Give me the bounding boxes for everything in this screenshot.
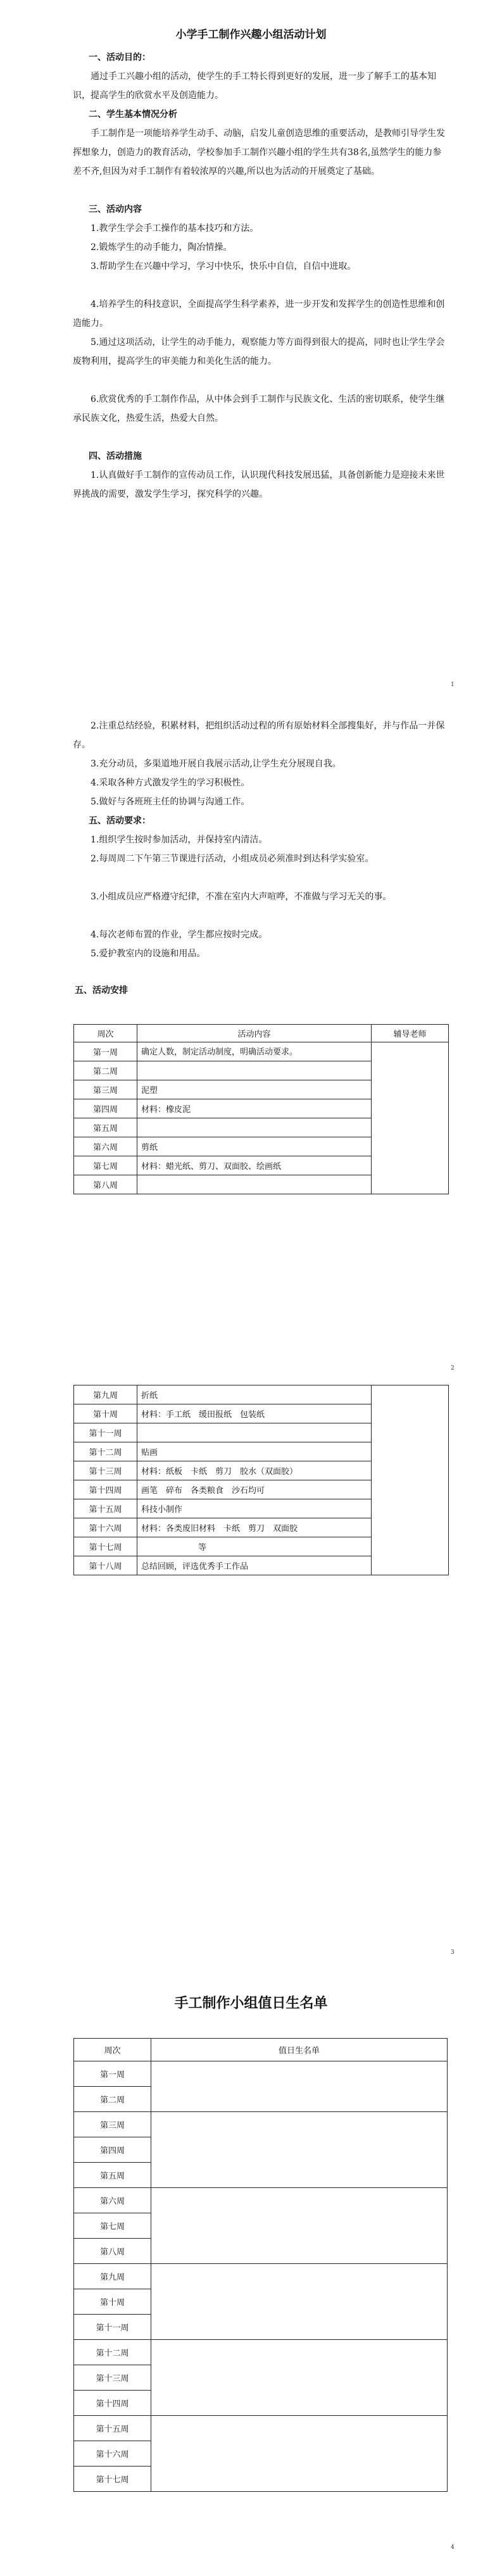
content-cell: 总结回顾，评选优秀手工作品	[137, 1556, 372, 1575]
requirement-item: 4.每次老师布置的作业，学生都应按时完成。	[91, 930, 268, 940]
measures-item: 4.采取各种方式激发学生的学习积极性。	[91, 778, 250, 788]
table-row	[74, 2061, 448, 2087]
content-cell: 材料：各类废旧材料 卡纸 剪刀 双面胶	[137, 1518, 372, 1537]
table-row	[74, 2188, 448, 2213]
duty-names-cell	[151, 2264, 448, 2340]
page-1	[0, 0, 502, 709]
measures-item: 2.注重总结经验，积累材料，把组织活动过程的所有原始材料全部搜集好，并与作品一并保存。	[73, 721, 445, 750]
content-cell: 折纸	[137, 1385, 372, 1404]
content-cell	[137, 1423, 372, 1442]
content-cell: 画笔 碎布 各类粮食 沙石均可	[137, 1480, 372, 1499]
header-week: 周次	[74, 2039, 151, 2061]
requirement-item: 3.小组成员应严格遵守纪律，不准在室内大声喧哗，不准做与学习无关的事。	[91, 892, 392, 902]
table-row	[74, 2416, 448, 2441]
measures-item: 5.做好与各班班主任的协调与沟通工作。	[91, 797, 250, 807]
content-cell	[137, 1175, 372, 1194]
duty-roster-title: 手工制作小组值日生名单	[174, 1995, 328, 2011]
section-heading-schedule: 五、活动安排	[75, 985, 128, 996]
table-row	[74, 2264, 448, 2289]
requirement-item: 5.爱护教室内的设施和用品。	[91, 949, 206, 959]
content-item: 5.通过这项活动，让学生的动手能力，观察能力等方面得到很大的提高，同时也让学生学会废物利用，提高学生的审美能力和美化生活的能力。	[73, 337, 445, 366]
section-heading-students: 二、学生基本情况分析	[89, 109, 177, 120]
week-cell: 第十四周	[74, 1480, 137, 1499]
week-cell: 第二周	[74, 1061, 137, 1080]
page-number: 4	[451, 2544, 455, 2551]
duty-names-cell	[151, 2188, 448, 2264]
content-item: 4.培养学生的科技意识，全面提高学生科学素养，进一步开发和发挥学生的创造性思维和创造能力。	[73, 299, 445, 328]
schedule-table-continued	[73, 1385, 449, 1575]
week-cell: 第六周	[74, 1137, 137, 1156]
week-cell: 第七周	[74, 1156, 137, 1175]
page-number: 1	[451, 682, 455, 688]
week-cell: 第三周	[74, 2112, 151, 2137]
section-heading-requirements: 五、活动要求：	[89, 816, 151, 826]
section-heading-content: 三、活动内容	[89, 204, 142, 215]
teacher-cell	[372, 1042, 449, 1194]
content-cell: 确定人数，制定活动制度，明确活动要求。	[137, 1042, 372, 1061]
week-cell: 第十七周	[74, 2467, 151, 2492]
week-cell: 第五周	[74, 2163, 151, 2188]
content-cell: 材料：蜡光纸、剪刀、双面胶、绘画纸	[137, 1156, 372, 1175]
content-cell: 剪纸	[137, 1137, 372, 1156]
table-row	[74, 1385, 449, 1404]
duty-names-cell	[151, 2112, 448, 2188]
duty-names-cell	[151, 2416, 448, 2492]
week-cell: 第五周	[74, 1118, 137, 1137]
table-row	[74, 2340, 448, 2365]
week-cell: 第三周	[74, 1080, 137, 1099]
requirement-item: 1.组织学生按时参加活动，并保持室内清洁。	[91, 835, 268, 845]
content-cell: 贴画	[137, 1442, 372, 1461]
content-item: 6.欣赏优秀的手工制作作品，从中体会到手工制作与民族文化、生活的密切联系，使学生继承民族文化，热爱生活，热爱大自然。	[73, 394, 445, 423]
content-item: 1.教学生学会手工操作的基本技巧和方法。	[91, 223, 259, 234]
content-cell: 材料：手工纸 缓田报纸 包装纸	[137, 1404, 372, 1423]
schedule-table	[73, 1024, 449, 1194]
paragraph-students: 手工制作是一项能培养学生动手、动脑，启发儿童创造思维的重要活动，是教师引导学生发挥想象力，创造力的教育活动，学校参加手工制作兴趣小组的学生共有38名,虽然学生的能力参差不齐,但因为对手工制作有着较浓厚的兴趣,所以也为活动的开展奠定了基础。	[73, 128, 445, 177]
measures-item: 3.充分动员，多渠道地开展自我展示活动,让学生充分展现自我。	[91, 759, 341, 769]
table-row	[74, 2112, 448, 2137]
week-cell: 第七周	[74, 2213, 151, 2239]
duty-names-cell	[151, 2061, 448, 2112]
content-cell: 等	[137, 1537, 372, 1556]
week-cell: 第十一周	[74, 2315, 151, 2340]
week-cell: 第四周	[74, 1099, 137, 1118]
week-cell: 第十三周	[74, 1461, 137, 1480]
page-number: 3	[451, 1949, 455, 1956]
week-cell: 第十八周	[74, 1556, 137, 1575]
week-cell: 第一周	[74, 2061, 151, 2087]
week-cell: 第十三周	[74, 2365, 151, 2391]
page-number: 2	[451, 1365, 455, 1372]
week-cell: 第四周	[74, 2137, 151, 2163]
week-cell: 第二周	[74, 2087, 151, 2112]
week-cell: 第十二周	[74, 2340, 151, 2365]
duty-names-cell	[151, 2340, 448, 2416]
week-cell: 第十七周	[74, 1537, 137, 1556]
paragraph-purpose: 通过手工兴趣小组的活动，使学生的手工特长得到更好的发展，进一步了解手工的基本知识，提高学生的欣赏水平及创造能力。	[73, 72, 436, 101]
header-duty-names: 值日生名单	[151, 2039, 448, 2061]
week-cell: 第十四周	[74, 2391, 151, 2416]
content-cell	[137, 1118, 372, 1137]
content-cell: 材料：纸板 卡纸 剪刀 胶水（双面胶）	[137, 1461, 372, 1480]
section-heading-purpose: 一、活动目的：	[89, 53, 151, 63]
week-cell: 第一周	[74, 1042, 137, 1061]
table-header-row	[74, 1025, 449, 1042]
week-cell: 第九周	[74, 1385, 137, 1404]
document-title: 小学手工制作兴趣小组活动计划	[175, 28, 327, 41]
table-header-row	[74, 2039, 448, 2061]
content-cell	[137, 1061, 372, 1080]
week-cell: 第十五周	[74, 2416, 151, 2441]
table-row	[74, 1042, 449, 1061]
duty-roster-table	[73, 2038, 448, 2492]
page-2	[0, 709, 502, 1373]
page-4	[0, 1975, 502, 2576]
week-cell: 第十六周	[74, 2441, 151, 2467]
week-cell: 第九周	[74, 2264, 151, 2289]
content-cell: 科技小制作	[137, 1499, 372, 1518]
content-cell: 泥塑	[137, 1080, 372, 1099]
header-teacher: 辅导老师	[372, 1025, 449, 1042]
content-cell: 材料：橡皮泥	[137, 1099, 372, 1118]
content-item: 2.锻炼学生的动手能力，陶冶情操。	[91, 242, 232, 253]
week-cell: 第十五周	[74, 1499, 137, 1518]
week-cell: 第十六周	[74, 1518, 137, 1537]
content-item: 3.帮助学生在兴趣中学习，学习中快乐，快乐中自信，自信中进取。	[91, 261, 356, 272]
week-cell: 第八周	[74, 2239, 151, 2264]
week-cell: 第六周	[74, 2188, 151, 2213]
week-cell: 第十二周	[74, 1442, 137, 1461]
week-cell: 第八周	[74, 1175, 137, 1194]
week-cell: 第十一周	[74, 1423, 137, 1442]
header-week: 周次	[74, 1025, 137, 1042]
header-content: 活动内容	[137, 1025, 372, 1042]
week-cell: 第十周	[74, 2289, 151, 2315]
week-cell: 第十周	[74, 1404, 137, 1423]
page-3	[0, 1373, 502, 1975]
requirement-item: 2.每周周二下午第三节课进行活动，小组成员必须准时到达科学实验室。	[91, 854, 374, 864]
teacher-cell	[372, 1385, 449, 1575]
section-heading-measures: 四、活动措施	[89, 451, 142, 461]
measures-item: 1.认真做好手工制作的宣传动员工作，认识现代科技发展迅猛，具备创新能力是迎接未来世界挑战的需要，激发学生学习，探究科学的兴趣。	[73, 470, 445, 499]
